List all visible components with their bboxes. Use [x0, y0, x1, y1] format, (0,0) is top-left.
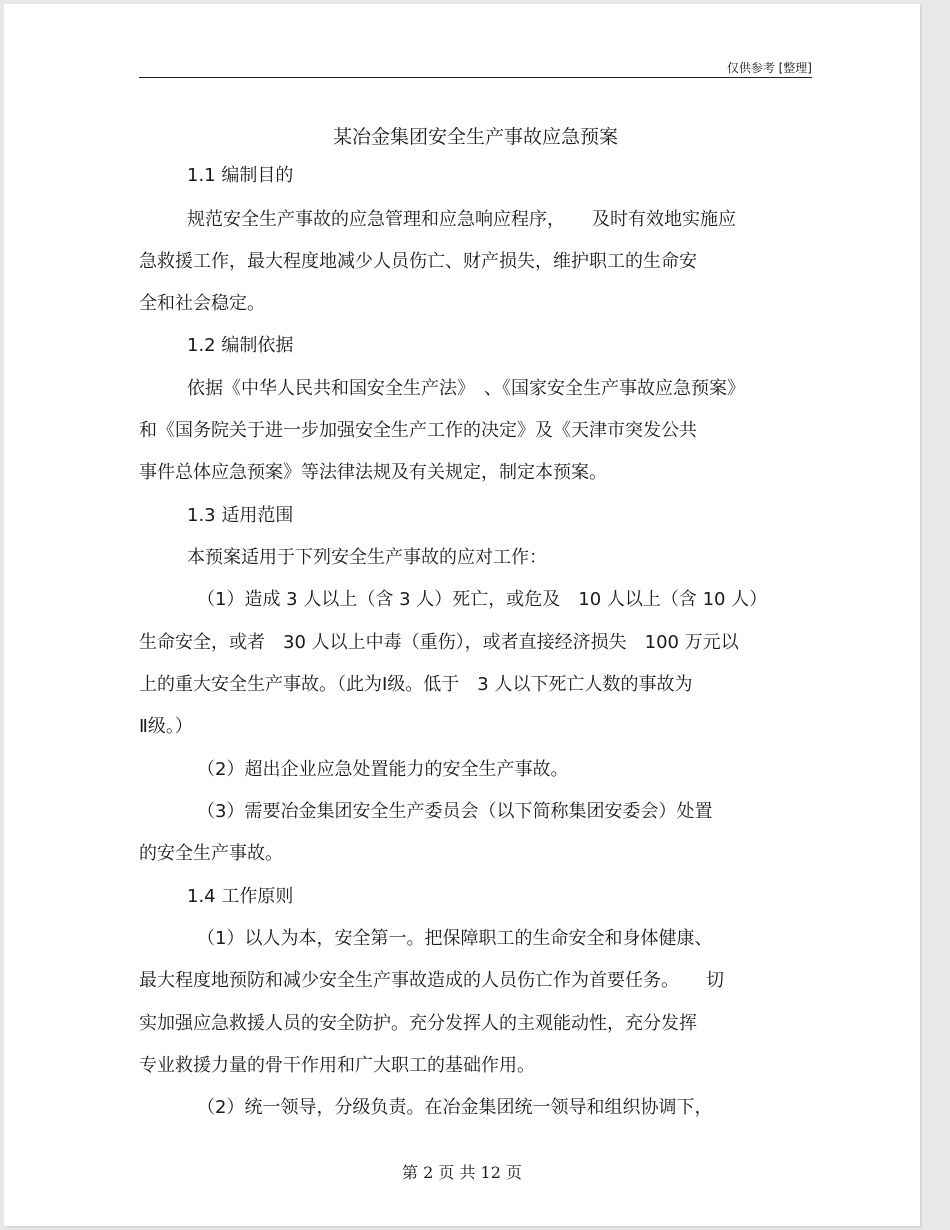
paragraph-line: Ⅱ级。） — [139, 716, 193, 737]
paragraph-line: 规范安全生产事故的应急管理和应急响应程序， 及时有效地实施应 — [187, 209, 736, 230]
document-page — [4, 4, 920, 1226]
paragraph-line: 最大程度地预防和减少安全生产事故造成的人员伤亡作为首要任务。 切 — [139, 970, 724, 991]
paragraph-line: 事件总体应急预案》等法律法规及有关规定，制定本预案。 — [139, 462, 607, 483]
section-heading-1-3: 1.3 适用范围 — [187, 505, 294, 526]
paragraph-line: 急救援工作，最大程度地减少人员伤亡、财产损失，维护职工的生命安 — [139, 251, 697, 272]
paragraph-line: 和《国务院关于进一步加强安全生产工作的决定》及《天津市突发公共 — [139, 420, 697, 441]
paragraph-line: 专业救援力量的骨干作用和广大职工的基础作用。 — [139, 1055, 535, 1076]
paragraph-line: （3）需要冶金集团安全生产委员会（以下简称集团安委会）处置 — [197, 801, 713, 822]
paragraph-line: （1）造成 3 人以上（含 3 人）死亡，或危及 10 人以上（含 10 人） — [197, 589, 768, 610]
paragraph-line: 全和社会稳定。 — [139, 293, 265, 314]
header-note: 仅供参考 [整理] — [726, 61, 812, 75]
paragraph-line: 的安全生产事故。 — [139, 843, 283, 864]
paragraph-line: 本预案适用于下列安全生产事故的应对工作： — [187, 547, 547, 568]
paragraph-line: 生命安全，或者 30 人以上中毒（重伤），或者直接经济损失 100 万元以 — [139, 632, 739, 653]
paragraph-line: （1）以人为本，安全第一。把保障职工的生命安全和身体健康、 — [197, 928, 713, 949]
paragraph-line: （2）统一领导，分级负责。在冶金集团统一领导和组织协调下， — [197, 1097, 713, 1118]
section-heading-1-4: 1.4 工作原则 — [187, 886, 294, 907]
header-rule — [139, 77, 812, 78]
section-heading-1-2: 1.2 编制依据 — [187, 335, 294, 356]
paragraph-line: 实加强应急救援人员的安全防护。充分发挥人的主观能动性，充分发挥 — [139, 1013, 697, 1034]
document-title: 某冶金集团安全生产事故应急预案 — [332, 126, 618, 148]
paragraph-line: 上的重大安全生产事故。（此为Ⅰ级。低于 3 人以下死亡人数的事故为 — [139, 674, 693, 695]
page-footer: 第 2 页 共 12 页 — [402, 1163, 522, 1182]
paragraph-line: （2）超出企业应急处置能力的安全生产事故。 — [197, 759, 569, 780]
section-heading-1-1: 1.1 编制目的 — [187, 165, 294, 186]
paragraph-line: 依据《中华人民共和国安全生产法》 、《国家安全生产事故应急预案》 — [187, 378, 745, 399]
